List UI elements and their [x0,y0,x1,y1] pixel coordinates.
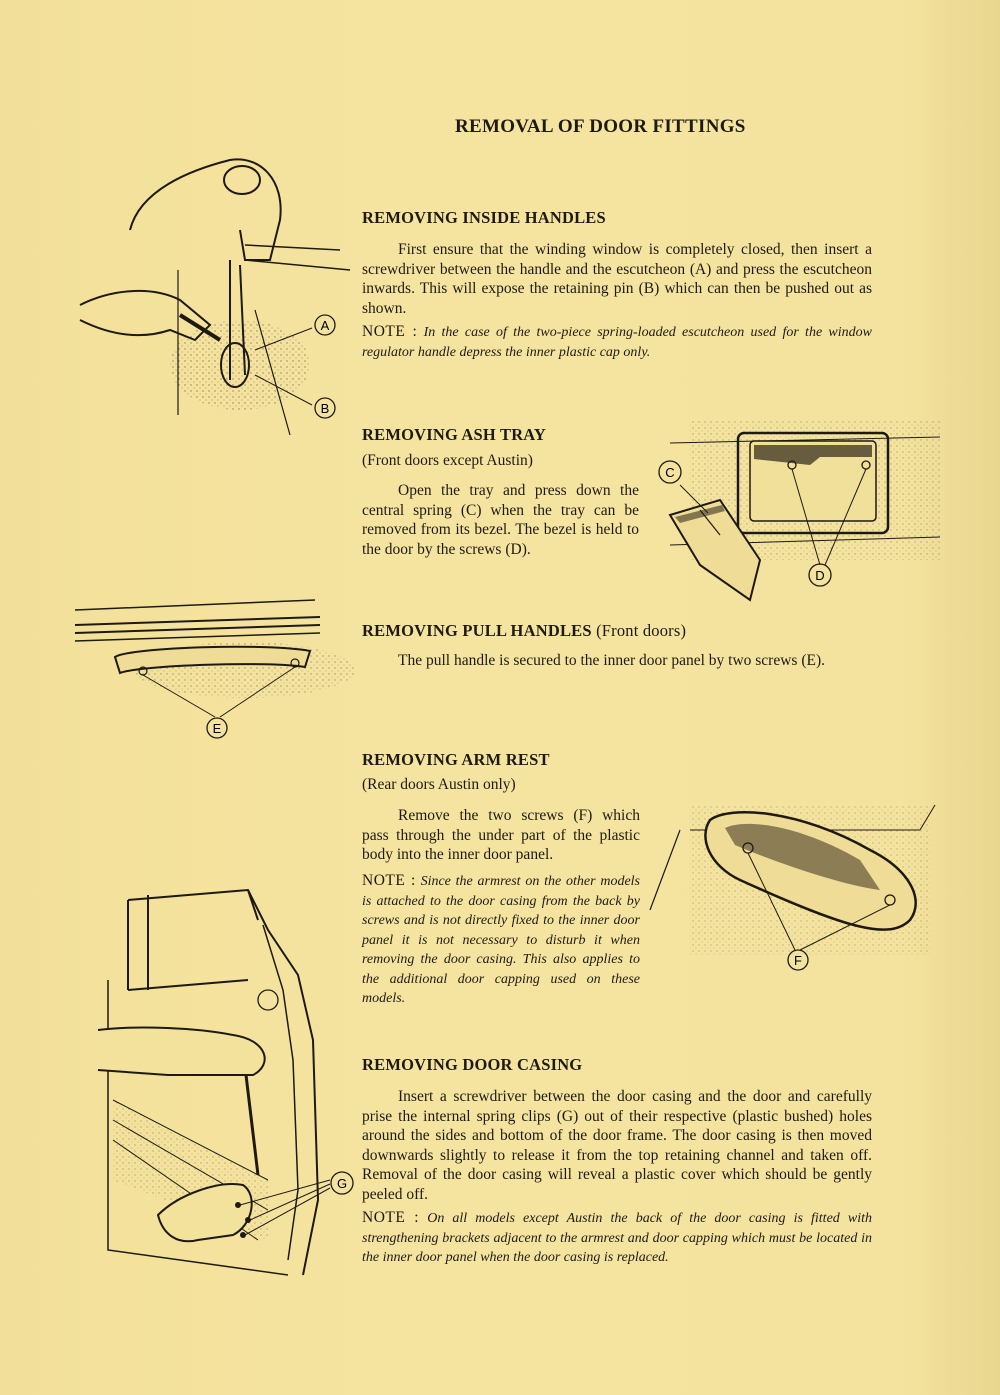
door-casing-note [362,1208,872,1268]
ash-tray-body: Open the tray and press down the central spring (C) when the tray can be removed from its bezel. The bezel is held to the door by the screws (D). [362,482,639,558]
inside-handle-illustration [70,150,360,440]
arm-rest-body: Remove the two screws (F) which pass through the under part of the plastic body into the inner door panel. [362,807,640,863]
heading-ash-tray: REMOVING ASH TRAY [362,425,547,444]
note-label: NOTE : [362,872,416,889]
pull-handles-heading-suffix: (Front doors) [596,621,687,640]
arm-rest-subheading: (Rear doors Austin only) [362,776,516,793]
heading-arm-rest: REMOVING ARM REST [362,750,550,769]
inside-handles-note [362,322,872,362]
note-label: NOTE : [362,323,418,340]
note-text: Since the armrest on the other models is attached to the door casing from the back by screws and is not directly fixed to the inner door panel it is not necessary to disturb it when removing the door casing. This also applies to the additional door capping used on these models. [362,874,640,1006]
callout-d-label: D [815,568,825,583]
arm-rest-illustration [650,800,940,980]
door-casing-illustration [68,880,368,1280]
callout-a-label: A [320,318,330,333]
note-text: In the case of the two-piece spring-loaded escutcheon used for the window regulator handle depress the inner plastic cap only. [362,325,872,360]
pull-handles-heading-text: REMOVING PULL HANDLES [362,621,592,640]
callout-c-label: C [665,465,675,480]
heading-pull-handles [362,621,686,641]
callout-b-label: B [320,401,330,416]
note-label: NOTE : [362,1209,420,1226]
heading-inside-handles: REMOVING INSIDE HANDLES [362,208,606,227]
callout-e-label: E [212,721,222,736]
door-casing-body: Insert a screwdriver between the door casing and the door and carefully prise the internal spring clips (G) out of their respective (plastic bushed) holes around the sides and bottom of the door frame. The door casing is then moved downwards slightly to release it from the top retaining channel and taken off. Removal of the door casing will reveal a plastic cover which should be gently peeled off. [362,1088,872,1203]
inside-handles-body: First ensure that the winding window is completely closed, then insert a screwdriver between the handle and the escutcheon (A) and press the escutcheon inwards. This will expose the retaining pin (B) which can then be pushed out as shown. [362,241,872,317]
callout-f-label: F [794,953,802,968]
pull-handle-illustration [70,595,360,745]
arm-rest-note [362,871,640,1009]
note-text: On all models except Austin the back of the door casing is fitted with strengthening brackets adjacent to the armrest and door capping which must be located in the inner door panel when the door casing is replaced. [362,1211,872,1265]
heading-door-casing: REMOVING DOOR CASING [362,1055,583,1074]
pull-handles-body: The pull handle is secured to the inner door panel by two screws (E). [398,652,825,669]
page-title: REMOVAL OF DOOR FITTINGS [455,116,746,137]
callout-g-label: G [336,1176,348,1191]
ash-tray-subheading: (Front doors except Austin) [362,452,533,469]
ash-tray-illustration [650,415,950,605]
